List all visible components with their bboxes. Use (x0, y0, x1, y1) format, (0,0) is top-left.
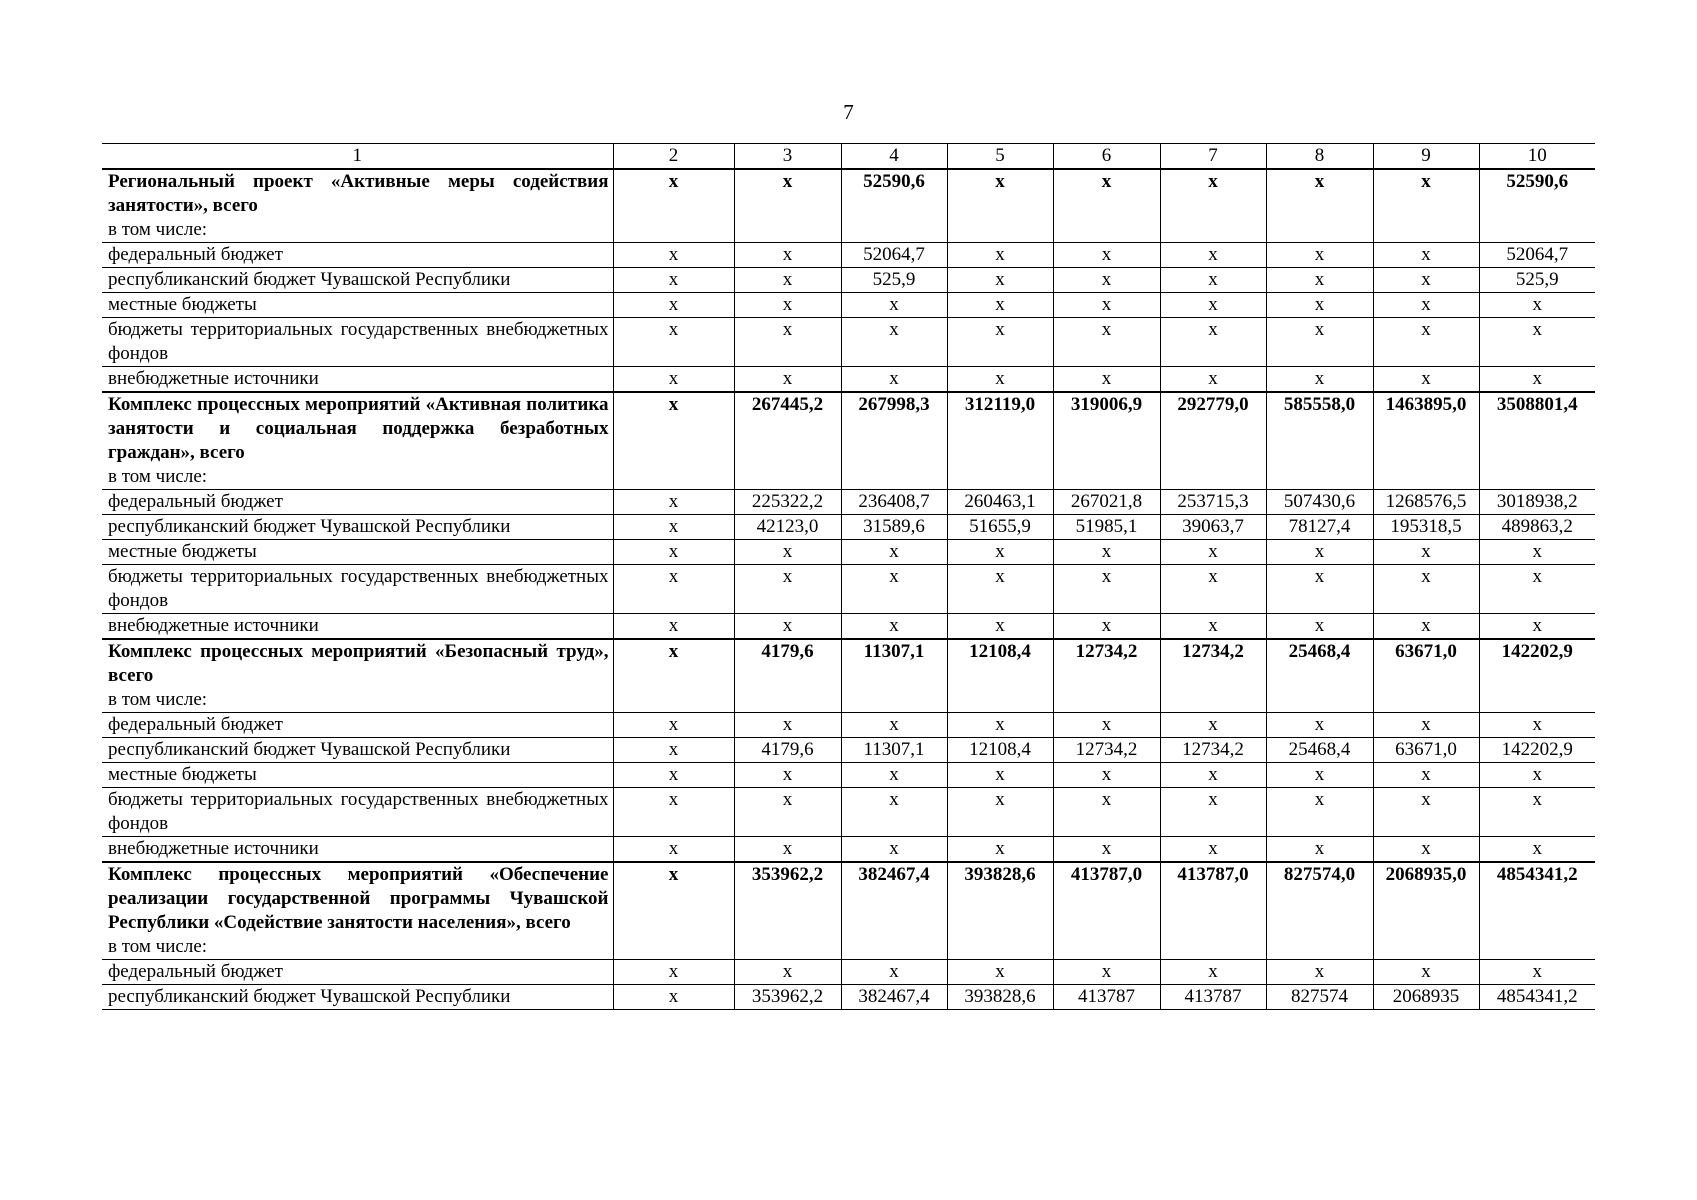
value-cell-col-3: 4179,6 (734, 738, 841, 763)
value-cell-col-8: х (1266, 268, 1373, 293)
value-cell-col-4: 52590,6 (841, 169, 947, 243)
including-label: в том числе: (108, 936, 208, 957)
value-cell-col-6: х (1053, 169, 1160, 243)
value-cell-col-8: х (1266, 169, 1373, 243)
value-cell-col-4: х (841, 960, 947, 985)
value-cell-col-10: х (1479, 614, 1595, 640)
row-label-cell (102, 862, 613, 960)
column-number-10: 10 (1479, 144, 1595, 170)
value-cell-col-2: х (613, 985, 734, 1010)
budget-table (102, 143, 1595, 1010)
budget-source-row (102, 318, 1595, 367)
value-cell-col-4: х (841, 713, 947, 738)
row-label-cell (102, 169, 613, 243)
value-cell-col-5: х (947, 763, 1053, 788)
value-cell-col-9: х (1373, 763, 1479, 788)
column-number-7: 7 (1160, 144, 1266, 170)
row-label: республиканский бюджет Чувашской Республики (108, 739, 511, 760)
column-number-8: 8 (1266, 144, 1373, 170)
value-cell-col-2: х (613, 293, 734, 318)
value-cell-col-3: х (734, 713, 841, 738)
section-total-row (102, 169, 1595, 243)
value-cell-col-8: 507430,6 (1266, 490, 1373, 515)
value-cell-col-4: 11307,1 (841, 639, 947, 713)
value-cell-col-3: 267445,2 (734, 392, 841, 490)
row-label: федеральный бюджет (108, 244, 283, 265)
value-cell-col-9: 2068935 (1373, 985, 1479, 1010)
value-cell-col-4: 382467,4 (841, 985, 947, 1010)
value-cell-col-3: х (734, 367, 841, 393)
value-cell-col-5: 393828,6 (947, 985, 1053, 1010)
value-cell-col-6: х (1053, 614, 1160, 640)
value-cell-col-9: х (1373, 837, 1479, 863)
value-cell-col-5: х (947, 614, 1053, 640)
value-cell-col-8: х (1266, 293, 1373, 318)
row-label: внебюджетные источники (108, 615, 319, 636)
value-cell-col-10: 142202,9 (1479, 639, 1595, 713)
budget-source-row (102, 490, 1595, 515)
value-cell-col-4: х (841, 763, 947, 788)
value-cell-col-6: х (1053, 763, 1160, 788)
row-label: республиканский бюджет Чувашской Республики (108, 269, 511, 290)
budget-source-row (102, 713, 1595, 738)
row-label-cell (102, 318, 613, 367)
value-cell-col-6: 413787 (1053, 985, 1160, 1010)
value-cell-col-8: 25468,4 (1266, 639, 1373, 713)
value-cell-col-8: 78127,4 (1266, 515, 1373, 540)
value-cell-col-7: 292779,0 (1160, 392, 1266, 490)
value-cell-col-3: х (734, 614, 841, 640)
row-label-cell (102, 490, 613, 515)
row-label-cell (102, 614, 613, 640)
budget-source-row (102, 837, 1595, 863)
value-cell-col-6: х (1053, 837, 1160, 863)
value-cell-col-2: х (613, 367, 734, 393)
row-label-cell (102, 392, 613, 490)
value-cell-col-9: х (1373, 318, 1479, 367)
value-cell-col-7: х (1160, 960, 1266, 985)
value-cell-col-6: 51985,1 (1053, 515, 1160, 540)
value-cell-col-4: х (841, 565, 947, 614)
value-cell-col-7: х (1160, 540, 1266, 565)
value-cell-col-6: х (1053, 293, 1160, 318)
value-cell-col-10: 52064,7 (1479, 243, 1595, 268)
including-label: в том числе: (108, 466, 208, 487)
value-cell-col-5: х (947, 540, 1053, 565)
row-label: бюджеты территориальных государственных внебюджетных фондов (108, 566, 609, 611)
value-cell-col-8: х (1266, 788, 1373, 837)
value-cell-col-6: х (1053, 713, 1160, 738)
value-cell-col-5: х (947, 367, 1053, 393)
row-label-cell (102, 268, 613, 293)
value-cell-col-9: х (1373, 169, 1479, 243)
value-cell-col-6: х (1053, 565, 1160, 614)
value-cell-col-9: х (1373, 268, 1479, 293)
value-cell-col-5: х (947, 713, 1053, 738)
value-cell-col-7: х (1160, 565, 1266, 614)
budget-source-row (102, 515, 1595, 540)
value-cell-col-7: х (1160, 763, 1266, 788)
value-cell-col-3: 4179,6 (734, 639, 841, 713)
value-cell-col-8: х (1266, 614, 1373, 640)
value-cell-col-7: х (1160, 837, 1266, 863)
value-cell-col-2: х (613, 788, 734, 837)
budget-source-row (102, 293, 1595, 318)
value-cell-col-4: 11307,1 (841, 738, 947, 763)
value-cell-col-4: х (841, 318, 947, 367)
row-label: внебюджетные источники (108, 838, 319, 859)
value-cell-col-7: 12734,2 (1160, 639, 1266, 713)
value-cell-col-5: х (947, 837, 1053, 863)
value-cell-col-10: х (1479, 788, 1595, 837)
budget-source-row (102, 268, 1595, 293)
section-total-row (102, 392, 1595, 490)
value-cell-col-2: х (613, 318, 734, 367)
budget-source-row (102, 243, 1595, 268)
value-cell-col-7: х (1160, 268, 1266, 293)
value-cell-col-3: х (734, 318, 841, 367)
column-number-2: 2 (613, 144, 734, 170)
value-cell-col-2: х (613, 960, 734, 985)
value-cell-col-2: х (613, 763, 734, 788)
row-label: федеральный бюджет (108, 961, 283, 982)
budget-source-row (102, 788, 1595, 837)
value-cell-col-8: х (1266, 243, 1373, 268)
value-cell-col-9: х (1373, 293, 1479, 318)
value-cell-col-7: х (1160, 293, 1266, 318)
value-cell-col-2: х (613, 837, 734, 863)
value-cell-col-6: х (1053, 540, 1160, 565)
value-cell-col-10: 142202,9 (1479, 738, 1595, 763)
row-label-cell (102, 243, 613, 268)
column-number-9: 9 (1373, 144, 1479, 170)
value-cell-col-5: 12108,4 (947, 639, 1053, 713)
value-cell-col-10: 3508801,4 (1479, 392, 1595, 490)
value-cell-col-2: х (613, 268, 734, 293)
value-cell-col-3: 225322,2 (734, 490, 841, 515)
value-cell-col-5: х (947, 318, 1053, 367)
section-total-row (102, 639, 1595, 713)
value-cell-col-3: х (734, 788, 841, 837)
budget-source-row (102, 540, 1595, 565)
value-cell-col-2: х (613, 490, 734, 515)
value-cell-col-9: 63671,0 (1373, 639, 1479, 713)
row-label-cell (102, 837, 613, 863)
value-cell-col-6: х (1053, 268, 1160, 293)
value-cell-col-3: 42123,0 (734, 515, 841, 540)
value-cell-col-2: х (613, 540, 734, 565)
value-cell-col-9: х (1373, 713, 1479, 738)
budget-source-row (102, 565, 1595, 614)
row-label: Комплекс процессных мероприятий «Безопасный труд», всего (108, 641, 609, 686)
value-cell-col-8: 827574 (1266, 985, 1373, 1010)
value-cell-col-9: х (1373, 788, 1479, 837)
value-cell-col-2: х (613, 515, 734, 540)
value-cell-col-7: х (1160, 367, 1266, 393)
value-cell-col-5: х (947, 788, 1053, 837)
value-cell-col-5: х (947, 243, 1053, 268)
column-number-1: 1 (102, 144, 613, 170)
value-cell-col-7: 413787 (1160, 985, 1266, 1010)
value-cell-col-10: х (1479, 318, 1595, 367)
value-cell-col-6: 12734,2 (1053, 738, 1160, 763)
value-cell-col-7: х (1160, 788, 1266, 837)
row-label: Комплекс процессных мероприятий «Активная политика занятости и социальная поддержка безработных граждан», всего (108, 394, 609, 463)
value-cell-col-10: 4854341,2 (1479, 985, 1595, 1010)
value-cell-col-8: х (1266, 713, 1373, 738)
row-label-cell (102, 293, 613, 318)
row-label-cell (102, 565, 613, 614)
value-cell-col-7: 39063,7 (1160, 515, 1266, 540)
row-label-cell (102, 367, 613, 393)
value-cell-col-6: х (1053, 243, 1160, 268)
budget-source-row (102, 960, 1595, 985)
value-cell-col-4: 382467,4 (841, 862, 947, 960)
value-cell-col-8: х (1266, 367, 1373, 393)
value-cell-col-8: 827574,0 (1266, 862, 1373, 960)
value-cell-col-2: х (613, 169, 734, 243)
value-cell-col-5: 312119,0 (947, 392, 1053, 490)
including-label: в том числе: (108, 689, 208, 710)
value-cell-col-5: 260463,1 (947, 490, 1053, 515)
value-cell-col-10: 489863,2 (1479, 515, 1595, 540)
value-cell-col-6: 267021,8 (1053, 490, 1160, 515)
value-cell-col-10: х (1479, 763, 1595, 788)
column-number-5: 5 (947, 144, 1053, 170)
value-cell-col-4: х (841, 293, 947, 318)
value-cell-col-10: х (1479, 565, 1595, 614)
value-cell-col-2: х (613, 713, 734, 738)
row-label-cell (102, 763, 613, 788)
row-label: федеральный бюджет (108, 491, 283, 512)
value-cell-col-3: 353962,2 (734, 862, 841, 960)
value-cell-col-4: 236408,7 (841, 490, 947, 515)
value-cell-col-9: х (1373, 540, 1479, 565)
row-label-cell (102, 788, 613, 837)
row-label: республиканский бюджет Чувашской Республики (108, 986, 511, 1007)
value-cell-col-8: х (1266, 960, 1373, 985)
value-cell-col-7: х (1160, 713, 1266, 738)
value-cell-col-6: 319006,9 (1053, 392, 1160, 490)
row-label: бюджеты территориальных государственных внебюджетных фондов (108, 319, 609, 364)
value-cell-col-7: 12734,2 (1160, 738, 1266, 763)
value-cell-col-9: 1268576,5 (1373, 490, 1479, 515)
value-cell-col-6: 413787,0 (1053, 862, 1160, 960)
value-cell-col-5: х (947, 268, 1053, 293)
value-cell-col-7: х (1160, 243, 1266, 268)
value-cell-col-3: х (734, 293, 841, 318)
value-cell-col-4: 525,9 (841, 268, 947, 293)
row-label: местные бюджеты (108, 764, 257, 785)
row-label: внебюджетные источники (108, 368, 319, 389)
row-label: местные бюджеты (108, 541, 257, 562)
budget-source-row (102, 738, 1595, 763)
including-label: в том числе: (108, 219, 208, 240)
budget-source-row (102, 614, 1595, 640)
value-cell-col-4: 52064,7 (841, 243, 947, 268)
value-cell-col-2: х (613, 243, 734, 268)
value-cell-col-8: 585558,0 (1266, 392, 1373, 490)
value-cell-col-2: х (613, 639, 734, 713)
value-cell-col-2: х (613, 614, 734, 640)
value-cell-col-7: 253715,3 (1160, 490, 1266, 515)
value-cell-col-6: х (1053, 367, 1160, 393)
row-label-cell (102, 515, 613, 540)
row-label-cell (102, 713, 613, 738)
value-cell-col-4: 267998,3 (841, 392, 947, 490)
value-cell-col-3: 353962,2 (734, 985, 841, 1010)
value-cell-col-5: х (947, 565, 1053, 614)
column-number-row (102, 144, 1595, 170)
section-total-row (102, 862, 1595, 960)
value-cell-col-10: х (1479, 367, 1595, 393)
row-label: местные бюджеты (108, 294, 257, 315)
value-cell-col-10: х (1479, 293, 1595, 318)
value-cell-col-4: х (841, 614, 947, 640)
value-cell-col-10: 525,9 (1479, 268, 1595, 293)
value-cell-col-8: х (1266, 763, 1373, 788)
row-label-cell (102, 985, 613, 1010)
value-cell-col-6: х (1053, 960, 1160, 985)
value-cell-col-8: х (1266, 318, 1373, 367)
value-cell-col-5: 12108,4 (947, 738, 1053, 763)
value-cell-col-9: х (1373, 565, 1479, 614)
value-cell-col-3: х (734, 540, 841, 565)
value-cell-col-6: х (1053, 318, 1160, 367)
value-cell-col-8: х (1266, 540, 1373, 565)
value-cell-col-10: х (1479, 837, 1595, 863)
value-cell-col-3: х (734, 763, 841, 788)
column-number-3: 3 (734, 144, 841, 170)
value-cell-col-10: х (1479, 713, 1595, 738)
budget-source-row (102, 985, 1595, 1010)
value-cell-col-10: х (1479, 960, 1595, 985)
row-label-cell (102, 540, 613, 565)
value-cell-col-2: х (613, 565, 734, 614)
budget-source-row (102, 367, 1595, 393)
row-label: бюджеты территориальных государственных внебюджетных фондов (108, 789, 609, 834)
value-cell-col-3: х (734, 565, 841, 614)
value-cell-col-10: 3018938,2 (1479, 490, 1595, 515)
value-cell-col-10: 4854341,2 (1479, 862, 1595, 960)
row-label-cell (102, 738, 613, 763)
value-cell-col-6: х (1053, 788, 1160, 837)
page-number: 7 (843, 100, 854, 124)
value-cell-col-9: 195318,5 (1373, 515, 1479, 540)
value-cell-col-8: 25468,4 (1266, 738, 1373, 763)
value-cell-col-4: х (841, 540, 947, 565)
value-cell-col-3: х (734, 837, 841, 863)
value-cell-col-10: 52590,6 (1479, 169, 1595, 243)
value-cell-col-3: х (734, 268, 841, 293)
value-cell-col-4: х (841, 837, 947, 863)
row-label: федеральный бюджет (108, 714, 283, 735)
column-number-4: 4 (841, 144, 947, 170)
value-cell-col-5: х (947, 960, 1053, 985)
value-cell-col-2: х (613, 862, 734, 960)
value-cell-col-5: 51655,9 (947, 515, 1053, 540)
value-cell-col-7: х (1160, 318, 1266, 367)
value-cell-col-5: х (947, 169, 1053, 243)
column-number-6: 6 (1053, 144, 1160, 170)
value-cell-col-4: х (841, 367, 947, 393)
table-body (102, 169, 1595, 1010)
value-cell-col-6: 12734,2 (1053, 639, 1160, 713)
value-cell-col-9: 1463895,0 (1373, 392, 1479, 490)
value-cell-col-9: 63671,0 (1373, 738, 1479, 763)
value-cell-col-2: х (613, 738, 734, 763)
value-cell-col-10: х (1479, 540, 1595, 565)
row-label-cell (102, 960, 613, 985)
value-cell-col-3: х (734, 169, 841, 243)
value-cell-col-9: х (1373, 243, 1479, 268)
value-cell-col-9: 2068935,0 (1373, 862, 1479, 960)
value-cell-col-9: х (1373, 367, 1479, 393)
value-cell-col-7: 413787,0 (1160, 862, 1266, 960)
value-cell-col-8: х (1266, 837, 1373, 863)
value-cell-col-8: х (1266, 565, 1373, 614)
row-label: Комплекс процессных мероприятий «Обеспечение реализации государственной программы Чувашской Республики «Содействие занятости населения», всего (108, 864, 609, 933)
value-cell-col-5: х (947, 293, 1053, 318)
row-label: республиканский бюджет Чувашской Республики (108, 516, 511, 537)
value-cell-col-9: х (1373, 614, 1479, 640)
value-cell-col-7: х (1160, 169, 1266, 243)
budget-source-row (102, 763, 1595, 788)
row-label-cell (102, 639, 613, 713)
value-cell-col-4: х (841, 788, 947, 837)
row-label: Региональный проект «Активные меры содействия занятости», всего (108, 171, 609, 216)
value-cell-col-4: 31589,6 (841, 515, 947, 540)
value-cell-col-2: х (613, 392, 734, 490)
value-cell-col-3: х (734, 243, 841, 268)
value-cell-col-5: 393828,6 (947, 862, 1053, 960)
value-cell-col-3: х (734, 960, 841, 985)
value-cell-col-9: х (1373, 960, 1479, 985)
value-cell-col-7: х (1160, 614, 1266, 640)
